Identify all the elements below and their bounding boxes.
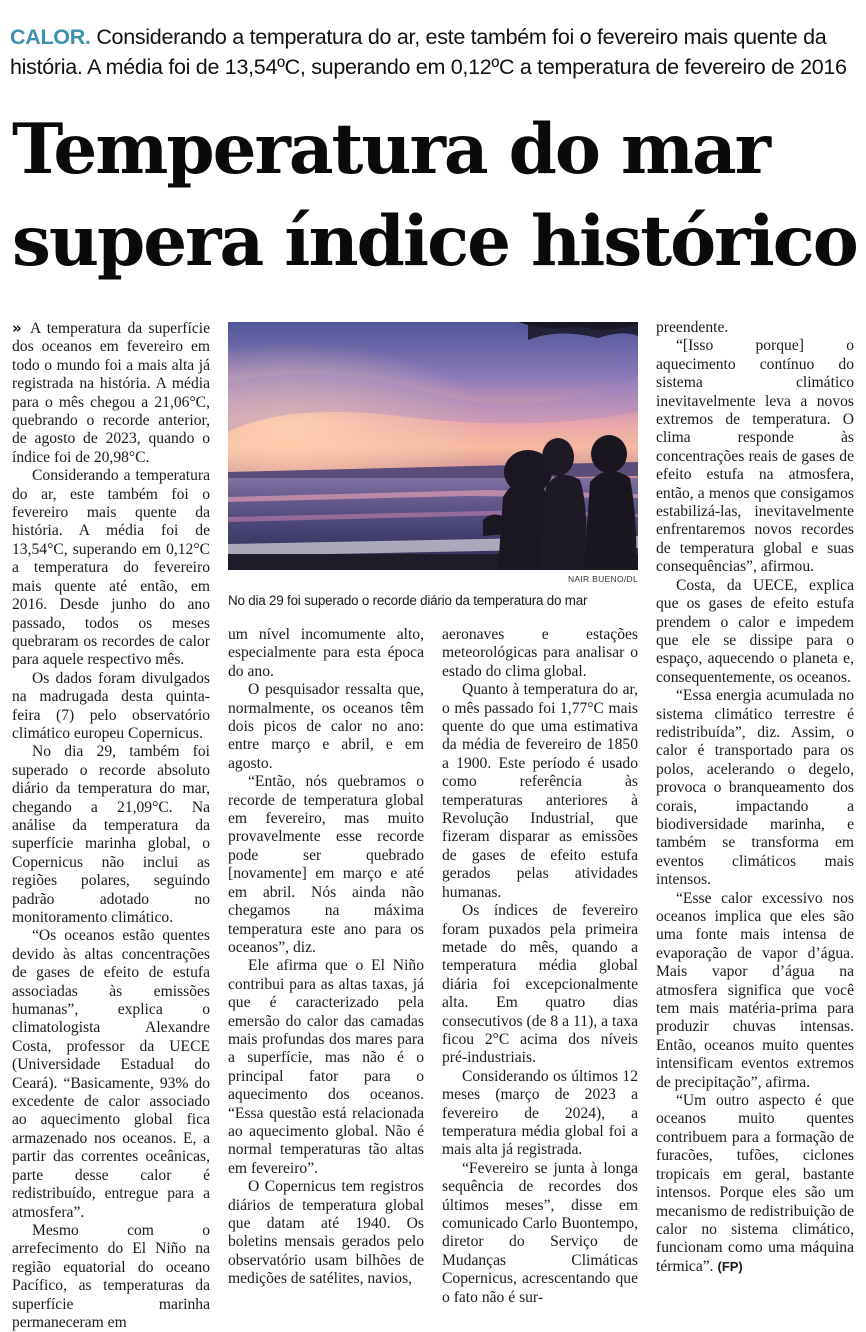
paragraph: um nível incomumente alto, especialmente para esta época do ano. (228, 626, 424, 680)
paragraph: aeronaves e estações meteorológicas para analisar o estado do clima global. (442, 626, 638, 680)
paragraph: No dia 29, também foi superado o recorde absoluto diário da temperatura do mar, chegando a 21,09°C. Na análise da temperatura da superfície marinha global, o Copernicus não inclui as regiões polares, seguindo padrão adotado no monitoramento climático. (12, 743, 210, 926)
paragraph: Considerando a temperatura do ar, este também foi o fevereiro mais quente da história. A média foi de 13,54°C, superando em 0,12°C a temperatura do fevereiro mais quente até então, em 2016. Desde junho do ano passado, todos os meses quebraram os recordes de calor para aquele respectivo mês. (12, 467, 210, 669)
paragraph: “Fevereiro se junta à longa sequência de recordes dos últimos meses”, disse em comunicado Carlo Buontempo, diretor do Serviço de Mudanças Climáticas Copernicus, acrescentando que o fato não é sur- (442, 1159, 638, 1306)
paragraph: “[Isso porque] o aquecimento contínuo do sistema climático inevitavelmente leva a novos extremos de temperatura. O clima responde às concentrações reais de gases de efeito estufa na atmosfera, então, a menos que consigamos estabilizá-las, inevitavelmente enfrentaremos novos recordes de temperatura global e suas consequências”, afirmou. (656, 337, 854, 576)
paragraph: Considerando os últimos 12 meses (março de 2023 a fevereiro de 2024), a temperatura média global foi a mais alta já registrada. (442, 1067, 638, 1159)
paragraph: Os índices de fevereiro foram puxados pela primeira metade do mês, quando a temperatura média global diária foi excepcionalmente alta. Em quatro dias consecutivos (de 8 a 11), a taxa ficou 2°C acima dos níveis pré-industriais. (442, 902, 638, 1067)
paragraph: Mesmo com o arrefecimento do El Niño na região equatorial do oceano Pacífico, as temperaturas da superfície marinha permaneceram em (12, 1221, 210, 1331)
headline-line-2: supera índice histórico (12, 201, 857, 282)
article-signature: (FP) (717, 1258, 743, 1274)
headline-line-1: Temperatura do mar (12, 109, 770, 190)
paragraph: Quanto à temperatura do ar, o mês passado foi 1,77°C mais quente do que uma estimativa da média de fevereiro de 1850 a 1900. Este período é usado como referência às temperaturas anteriores à Revolução Industrial, que fizeram disparar as emissões de gases de efeito estufa gerados pelas atividades humanas. (442, 681, 638, 901)
paragraph: O Copernicus tem registros diários de temperatura global que datam até 1940. Os boletins mensais gerados pelo observatório usam bilhões de medições de satélites, navios, (228, 1178, 424, 1288)
paragraph: “Os oceanos estão quentes devido às altas concentrações de gases de efeito de estufa associadas às emissões humanas”, explica o climatologista Alexandre Costa, professor da UECE (Universidade Estadual do Ceará). “Basicamente, 93% do excedente de calor associado ao aquecimento global fica armazenado nos oceanos. E, a partir das correntes oceânicas, parte desse calor é redistribuído, entregue para a atmosfera”. (12, 927, 210, 1221)
article-start-marker-icon: » (12, 319, 22, 337)
article-column-4 (656, 319, 854, 1276)
paragraph-text: A temperatura da superfície dos oceanos em fevereiro em todo o mundo foi a mais alta já registrada na história. A média para o mês chegou a 21,06°C, quebrando o recorde anterior, de agosto de 2023, quando o índice foi de 20,98°C. (12, 320, 210, 466)
paragraph (656, 1092, 854, 1276)
paragraph: Costa, da UECE, explica que os gases de efeito estufa prendem o calor e impedem que ele se dissipe para o espaço, aquecendo o planeta e, consequentemente, os oceanos. (656, 576, 854, 686)
paragraph: “Esse calor excessivo nos oceanos implica que eles são uma fonte mais intensa de evaporação de vapor d’água. Mais vapor d’água na atmosfera significa que você tem mais matéria-prima para produzir chuvas intensas. Então, oceanos muito quentes intensificam eventos extremos de precipitação”, afirma. (656, 889, 854, 1091)
paragraph (12, 319, 210, 467)
photo-caption: No dia 29 foi superado o recorde diário da temperatura do mar (228, 593, 588, 608)
kicker-tag: CALOR. (10, 25, 91, 49)
paragraph: Ele afirma que o El Niño contribui para as altas taxas, já que é caracterizado pela emersão do calor das camadas mais profundas dos mares para a superfície, mas não é o principal fator para o aquecimento dos oceanos. “Essa questão está relacionada ao aquecimento global. Não é normal temperaturas tão altas em fevereiro”. (228, 957, 424, 1177)
article-column-3 (442, 626, 638, 1307)
kicker (10, 22, 856, 82)
article-column-1 (12, 319, 210, 1332)
paragraph: Os dados foram divulgados na madrugada desta quinta-feira (7) pelo observatório climático europeu Copernicus. (12, 669, 210, 742)
article-column-2 (228, 626, 424, 1289)
paragraph: preendente. (656, 319, 729, 336)
kicker-text: Considerando a temperatura do ar, este também foi o fevereiro mais quente da história. A média foi de 13,54ºC, superando em 0,12ºC a temperatura de fevereiro de 2016 (10, 25, 847, 79)
sunset-photo-image (228, 322, 638, 570)
paragraph: O pesquisador ressalta que, normalmente, os oceanos têm dois picos de calor no ano: entre março e abril, e em agosto. (228, 681, 424, 772)
paragraph: “Essa energia acumulada no sistema climático terrestre é redistribuída”, diz. Assim, o calor é transportado para os polos, acelerando o degelo, provoca o branqueamento dos corais, impactando a biodiversidade marinha, e também se transforma em eventos climáticos mais intensos. (656, 687, 854, 889)
headline (12, 104, 858, 288)
photo-credit: NAIR BUENO/DL (567, 574, 638, 584)
sunset-photo (228, 322, 638, 570)
paragraph-text: “Um outro aspecto é que oceanos muito quentes contribuem para a formação de furacões, tufões, ciclones tropicais em geral, bastante intensos. Porque eles são um mecanismo de redistribuição de calor no sistema climático, funcionam como uma máquina térmica”. (656, 1092, 854, 1275)
paragraph: “Então, nós quebramos o recorde de temperatura global em fevereiro, mas muito provavelmente esse recorde pode ser quebrado [novamente] em março e até em abril. Nós ainda não chegamos na máxima temperatura este ano para os oceanos”, diz. (228, 773, 424, 956)
